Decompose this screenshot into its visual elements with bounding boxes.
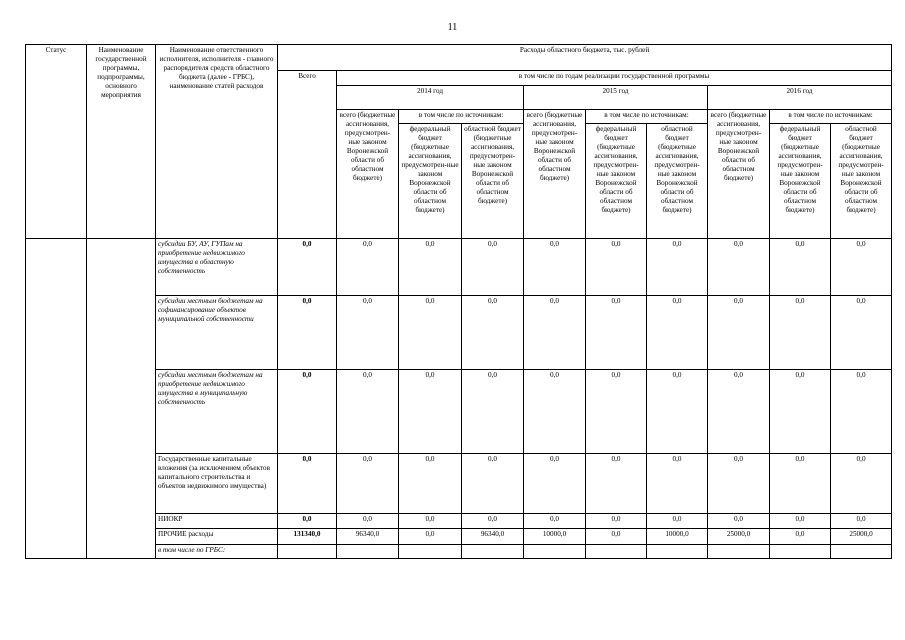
value-2016-regional: 0,0	[831, 514, 892, 529]
header-2016-federal: федеральный бюджет (бюджетные ассигнования, предусмотрен-ные законом Воронежской области об областном бюджете)	[770, 124, 831, 239]
table-row	[26, 370, 892, 454]
program-cell	[87, 296, 156, 370]
header-total: Всего	[278, 71, 337, 239]
program-cell	[87, 514, 156, 529]
value-2015-total: 0,0	[524, 296, 586, 370]
page-number: 11	[447, 22, 458, 33]
value-total	[278, 545, 337, 559]
value-2015-regional: 0,0	[647, 514, 708, 529]
value-2014-federal: 0,0	[399, 529, 462, 545]
header-2014-by-sources: в том числе по источникам:	[399, 110, 524, 124]
value-2015-regional: 0,0	[647, 239, 708, 296]
value-2015-federal: 0,0	[586, 239, 647, 296]
value-total: 131340,0	[278, 529, 337, 545]
value-2014-total: 0,0	[337, 296, 399, 370]
row-name: НИОКР	[156, 514, 278, 529]
value-2014-federal: 0,0	[399, 370, 462, 454]
value-2014-total: 0,0	[337, 370, 399, 454]
value-2016-regional: 25000,0	[831, 529, 892, 545]
value-2016-federal: 0,0	[770, 454, 831, 514]
value-2016-regional	[831, 545, 892, 559]
status-cell	[26, 454, 87, 514]
header-2015-total: всего (бюджетные ассигнования, предусмотрен-ные законом Воронежской области об областном бюджете)	[524, 110, 586, 239]
value-total: 0,0	[278, 454, 337, 514]
value-total: 0,0	[278, 514, 337, 529]
header-2015-regional: областной бюджет (бюджетные ассигнования, предусмотрен-ные законом Воронежской области об областном бюджете)	[647, 124, 708, 239]
value-2014-federal: 0,0	[399, 239, 462, 296]
value-2014-regional: 96340,0	[462, 529, 524, 545]
value-2016-regional: 0,0	[831, 296, 892, 370]
value-2016-regional: 0,0	[831, 239, 892, 296]
header-2016-total: всего (бюджетные ассигнования, предусмотрен-ные законом Воронежской области об областном бюджете)	[708, 110, 770, 239]
table-row	[26, 529, 892, 545]
header-by-years: в том числе по годам реализации государственной программы	[337, 71, 892, 86]
value-total: 0,0	[278, 370, 337, 454]
value-2016-total: 0,0	[708, 454, 770, 514]
value-2015-regional: 10000,0	[647, 529, 708, 545]
header-2016-by-sources: в том числе по источникам:	[770, 110, 892, 124]
value-2016-federal	[770, 545, 831, 559]
value-2014-regional: 0,0	[462, 370, 524, 454]
table-row	[26, 545, 892, 559]
value-2015-total: 10000,0	[524, 529, 586, 545]
value-2014-federal: 0,0	[399, 514, 462, 529]
header-2016-regional: областной бюджет (бюджетные ассигнования, предусмотрен-ные законом Воронежской области об областном бюджете)	[831, 124, 892, 239]
value-2014-federal: 0,0	[399, 296, 462, 370]
value-2016-total: 0,0	[708, 239, 770, 296]
row-name: в том числе по ГРБС:	[156, 545, 278, 559]
program-cell	[87, 529, 156, 545]
program-cell	[87, 454, 156, 514]
table-row	[26, 239, 892, 296]
value-2016-total: 25000,0	[708, 529, 770, 545]
value-2014-total: 96340,0	[337, 529, 399, 545]
value-2014-total: 0,0	[337, 454, 399, 514]
status-cell	[26, 514, 87, 529]
row-name: Государственные капитальные вложения (за исключением объектов капитального строительства и объектов недвижимого имущества)	[156, 454, 278, 514]
value-2015-total: 0,0	[524, 239, 586, 296]
value-total: 0,0	[278, 296, 337, 370]
value-2015-total: 0,0	[524, 370, 586, 454]
header-2015-by-sources: в том числе по источникам:	[586, 110, 708, 124]
value-2015-regional: 0,0	[647, 454, 708, 514]
status-cell	[26, 545, 87, 559]
value-2016-total: 0,0	[708, 370, 770, 454]
row-name: субсидии местным бюджетам на софинансирование объектов муниципальной собственности	[156, 296, 278, 370]
value-2014-regional: 0,0	[462, 239, 524, 296]
header-year-2015: 2015 год	[524, 86, 708, 110]
value-2014-regional: 0,0	[462, 454, 524, 514]
header-grbs-name: Наименование ответственного исполнителя, исполнителя - главного распорядителя средств областного бюджета (далее - ГРБС), наименование статей расходов	[156, 45, 278, 239]
value-2015-federal: 0,0	[586, 529, 647, 545]
value-2016-federal: 0,0	[770, 370, 831, 454]
value-2015-total	[524, 545, 586, 559]
value-total: 0,0	[278, 239, 337, 296]
header-2015-federal: федеральный бюджет (бюджетные ассигнования, предусмотрен-ные законом Воронежской области об областном бюджете)	[586, 124, 647, 239]
value-2016-federal: 0,0	[770, 239, 831, 296]
value-2016-federal: 0,0	[770, 296, 831, 370]
value-2015-regional: 0,0	[647, 370, 708, 454]
value-2015-regional	[647, 545, 708, 559]
value-2016-federal: 0,0	[770, 514, 831, 529]
budget-table	[25, 44, 892, 559]
header-program-name: Наименование государственной программы, подпрограммы, основного мероприятия	[87, 45, 156, 239]
value-2016-total: 0,0	[708, 514, 770, 529]
program-cell	[87, 239, 156, 296]
status-cell	[26, 370, 87, 454]
table-row	[26, 296, 892, 370]
value-2015-federal: 0,0	[586, 454, 647, 514]
value-2015-federal: 0,0	[586, 514, 647, 529]
value-2014-regional: 0,0	[462, 296, 524, 370]
value-2016-regional: 0,0	[831, 454, 892, 514]
value-2014-total: 0,0	[337, 239, 399, 296]
header-year-2014: 2014 год	[337, 86, 524, 110]
value-2015-regional: 0,0	[647, 296, 708, 370]
value-2016-regional: 0,0	[831, 370, 892, 454]
value-2014-federal: 0,0	[399, 454, 462, 514]
value-2016-total	[708, 545, 770, 559]
value-2014-regional: 0,0	[462, 514, 524, 529]
row-name: субсидии местным бюджетам на приобретение недвижимого имущества в муниципальную собственность	[156, 370, 278, 454]
program-cell	[87, 370, 156, 454]
header-status: Статус	[26, 45, 87, 239]
header-2014-federal: федеральный бюджет (бюджетные ассигнования, предусмотрен-ные законом Воронежской области об областном бюджете)	[399, 124, 462, 239]
status-cell	[26, 239, 87, 296]
header-2014-regional: областной бюджет (бюджетные ассигнования, предусмотрен-ные законом Воронежской области об областном бюджете)	[462, 124, 524, 239]
table-row	[26, 454, 892, 514]
value-2015-federal: 0,0	[586, 370, 647, 454]
header-year-2016: 2016 год	[708, 86, 892, 110]
value-2015-federal: 0,0	[586, 296, 647, 370]
value-2014-total: 0,0	[337, 514, 399, 529]
row-name: ПРОЧИЕ расходы	[156, 529, 278, 545]
table-row	[26, 514, 892, 529]
value-2015-federal	[586, 545, 647, 559]
program-cell	[87, 545, 156, 559]
value-2015-total: 0,0	[524, 514, 586, 529]
value-2014-total	[337, 545, 399, 559]
value-2016-federal: 0,0	[770, 529, 831, 545]
status-cell	[26, 296, 87, 370]
value-2014-regional	[462, 545, 524, 559]
value-2015-total: 0,0	[524, 454, 586, 514]
row-name: субсидии БУ, АУ, ГУПам на приобретение недвижимого имущества в областную собственность	[156, 239, 278, 296]
value-2016-total: 0,0	[708, 296, 770, 370]
header-2014-total: всего (бюджетные ассигнования, предусмотрен-ные законом Воронежской области об областном бюджете)	[337, 110, 399, 239]
status-cell	[26, 529, 87, 545]
value-2014-federal	[399, 545, 462, 559]
header-expenses: Расходы областного бюджета, тыс. рублей	[278, 45, 892, 71]
